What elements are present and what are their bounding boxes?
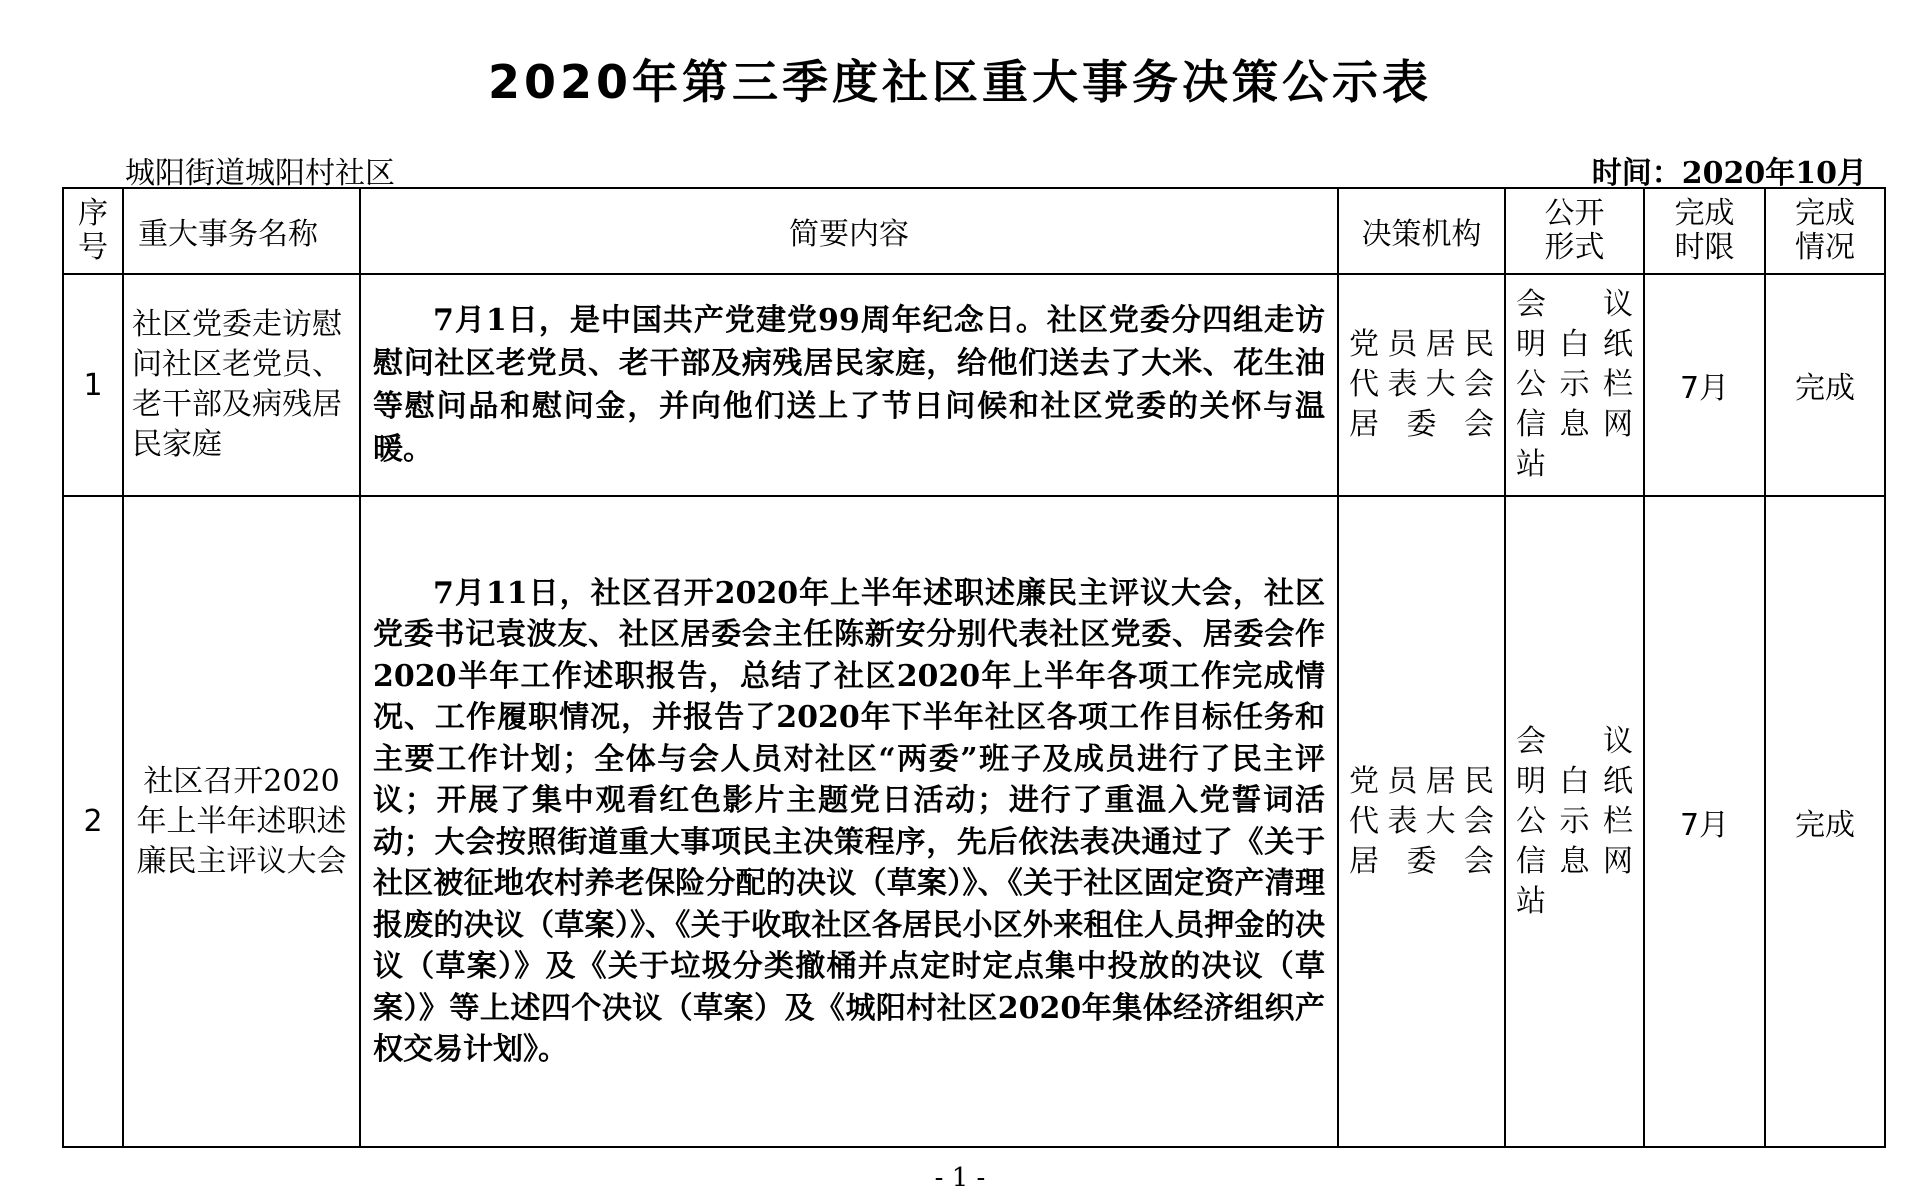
table-row — [63, 274, 1885, 496]
header-name: 重大事务名称 — [123, 188, 360, 274]
row-limit: 7月 — [1644, 274, 1765, 496]
row-form: 会议 明白纸 公示栏 信息网站 — [1505, 496, 1644, 1147]
header-org: 决策机构 — [1338, 188, 1505, 274]
header-limit: 完成 时限 — [1644, 188, 1765, 274]
page-number: - 1 - — [934, 1163, 986, 1193]
row-org: 党员居民 代表大会 居委会 — [1338, 496, 1505, 1147]
publish-date: 时间：2020年10月 — [1591, 156, 1867, 191]
row-seq: 1 — [63, 274, 123, 496]
table-row — [63, 496, 1885, 1147]
row-org: 党员居民 代表大会 居委会 — [1338, 274, 1505, 496]
header-seq: 序 号 — [63, 188, 123, 274]
row-name: 社区党委走访慰问社区老党员、老干部及病残居民家庭 — [123, 274, 360, 496]
row-name: 社区召开2020年上半年述职述廉民主评议大会 — [123, 496, 360, 1147]
header-form: 公开 形式 — [1505, 188, 1644, 274]
row-content: 7月11日，社区召开2020年上半年述职述廉民主评议大会，社区党委书记袁波友、社区居委会主任陈新安分别代表社区党委、居委会作2020半年工作述职报告，总结了社区2020年上半年各项工作完成情况、工作履职情况，并报告了2020年下半年社区各项工作目标任务和主要工作计划；全体与会人员对社区“两委”班子及成员进行了民主评议；开展了集中观看红色影片主题党日活动；进行了重温入党誓词活动；大会按照街道重大事项民主决策程序，先后依法表决通过了《关于社区被征地农村养老保险分配的决议（草案）》、《关于社区固定资产清理报废的决议（草案）》、《关于收取社区各居民小区外来租住人员押金的决议（草案）》及《关于垃圾分类撤桶并点定时定点集中投放的决议（草案）》等上述四个决议（草案）及《城阳村社区2020年集体经济组织产权交易计划》。 — [360, 496, 1338, 1147]
row-form: 会议 明白纸 公示栏 信息网站 — [1505, 274, 1644, 496]
row-content: 7月1日，是中国共产党建党99周年纪念日。社区党委分四组走访慰问社区老党员、老干部及病残居民家庭，给他们送去了大米、花生油等慰问品和慰问金，并向他们送上了节日问候和社区党委的关怀与温暖。 — [360, 274, 1338, 496]
community-unit: 城阳街道城阳村社区 — [125, 156, 395, 191]
row-limit: 7月 — [1644, 496, 1765, 1147]
document-title: 2020年第三季度社区重大事务决策公示表 — [487, 55, 1433, 109]
row-seq: 2 — [63, 496, 123, 1147]
row-status: 完成 — [1765, 496, 1885, 1147]
decision-table — [62, 187, 1886, 1148]
row-status: 完成 — [1765, 274, 1885, 496]
header-content: 简要内容 — [360, 188, 1338, 274]
header-status: 完成 情况 — [1765, 188, 1885, 274]
table-header-row — [63, 188, 1885, 274]
